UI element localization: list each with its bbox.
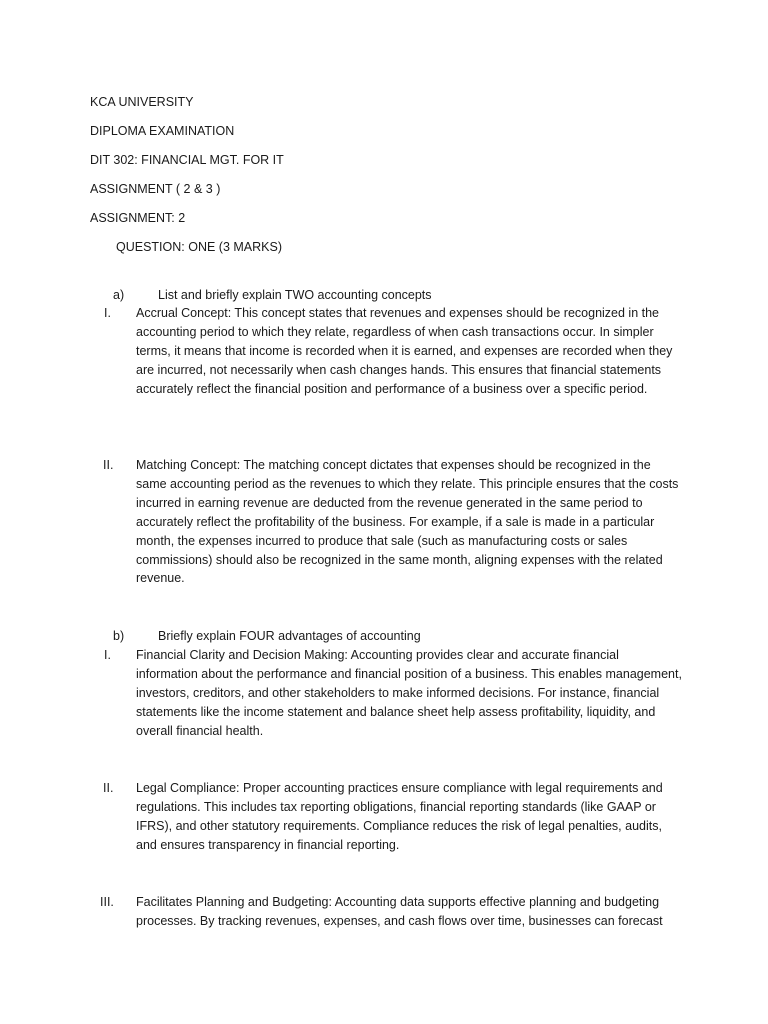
part-b-item-3-numeral: III. bbox=[100, 895, 114, 909]
part-b-item-2-text: Legal Compliance: Proper accounting practices ensure compliance with legal requirements and regulations. This includes tax reporting obligations, financial reporting standards (like GAAP or IFRS), and other statutory requirements. Compliance reduces the risk of legal penalties, audits, and ensures transparency in financial reporting. bbox=[136, 781, 663, 852]
part-b-prompt: Briefly explain FOUR advantages of accounting bbox=[158, 629, 421, 643]
part-a-item-1-text: Accrual Concept: This concept states that revenues and expenses should be recognized in the accounting period to which they relate, regardless of when cash transactions occur. In simpler terms, it means that income is recorded when it is earned, and expenses are recorded when they are incurred, not necessarily when cash changes hands. This ensures that financial statements accurately reflect the financial position and performance of a business over a specific period. bbox=[136, 306, 673, 396]
exam-title: DIPLOMA EXAMINATION bbox=[90, 124, 235, 138]
part-b-item-1-text: Financial Clarity and Decision Making: Accounting provides clear and accurate financial information about the performance and financial position of a business. This enables management, investors, creditors, and other stakeholders to make informed decisions. For instance, financial statements like the income statement and balance sheet help assess profitability, liquidity, and overall financial health. bbox=[136, 648, 682, 738]
part-b-letter: b) bbox=[113, 629, 125, 643]
part-a-item-1-numeral: I. bbox=[104, 306, 111, 320]
course-title: DIT 302: FINANCIAL MGT. FOR IT bbox=[90, 153, 284, 167]
question-title: QUESTION: ONE (3 MARKS) bbox=[116, 240, 282, 254]
part-a-prompt: List and briefly explain TWO accounting concepts bbox=[158, 288, 432, 302]
assignment-number: ASSIGNMENT: 2 bbox=[90, 211, 186, 225]
part-a-letter: a) bbox=[113, 288, 125, 302]
part-a-item-2-numeral: II. bbox=[103, 458, 114, 472]
part-b-item-3-text: Facilitates Planning and Budgeting: Accounting data supports effective planning and budgeting processes. By tracking revenues, expenses, and cash flows over time, businesses can forecast bbox=[136, 895, 663, 928]
assignment-range: ASSIGNMENT ( 2 & 3 ) bbox=[90, 182, 221, 196]
university-name: KCA UNIVERSITY bbox=[90, 95, 194, 109]
part-b-item-1-numeral: I. bbox=[104, 648, 111, 662]
part-b-item-2-numeral: II. bbox=[103, 781, 114, 795]
part-a-item-2-text: Matching Concept: The matching concept dictates that expenses should be recognized in the same accounting period as the revenues to which they relate. This principle ensures that the costs incurred in earning revenue are deducted from the revenue generated in the same period to accurately reflect the profitability of the business. For example, if a sale is made in a particular month, the expenses incurred to produce that sale (such as manufacturing costs or sales commissions) should also be recognized in the same month, aligning expenses with the related revenue. bbox=[136, 458, 679, 586]
